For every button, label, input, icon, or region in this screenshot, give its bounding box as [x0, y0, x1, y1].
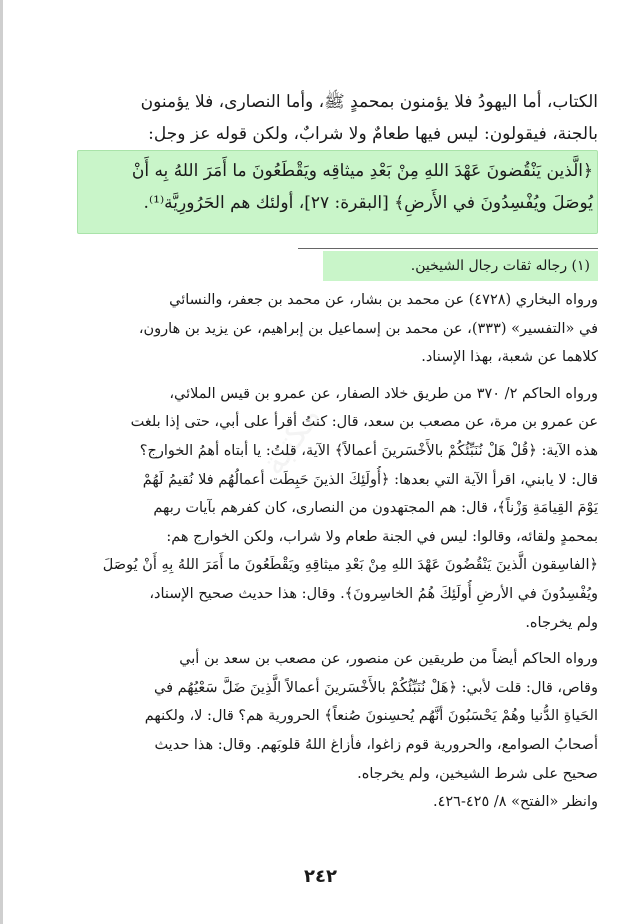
- highlighted-line-1: ﴿الَّذين يَنْقُضونَ عَهْدَ اللهِ مِنْ بَعْدِ ميثاقِه ويَقْطَعُونَ ما أَمَرَ اللهُ بِه أَنْ: [131, 161, 593, 181]
- notes-line: وانظر «الفتح» ٨/ ٤٢٥-٤٢٦.: [432, 794, 598, 811]
- notes-line: هذه الآية: ﴿قُلْ هَلْ نُنَبِّئُكُمْ بالأَخْسَرينَ أعمالاً﴾ الآية، قلتُ: يا أبتاه أهمُ الخوارج؟: [139, 442, 598, 459]
- highlighted-line-2: يُوصَلَ ويُفْسِدُونَ في الأَرضِ﴾ [البقرة: ٢٧]، أولئك هم الحَرُورِيَّة⁽¹⁾.: [143, 193, 593, 213]
- notes-line: ويُفْسِدُونَ في الأرضِ أُولَئِكَ هُمُ الخاسِرونَ﴾. وقال: هذا حديث صحيح الإسناد،: [149, 585, 598, 602]
- notes-line: في «التفسير» (٣٣٣)، عن محمد بن إسماعيل بن إبراهيم، عن يزيد بن هارون،: [138, 320, 598, 337]
- notes-line: يَوْمَ القِيامَةِ وَزْناً﴾، قال: هم المجتهدون من النصارى، كان كفرهم بآيات ربهم: [153, 500, 598, 517]
- notes-line: ولم يخرجاه.: [525, 614, 598, 631]
- body-line-2: بالجنة، فيقولون: ليس فيها طعامٌ ولا شرابٌ، ولكن قوله عز وجل:: [148, 124, 598, 144]
- body-line-1: الكتاب، أما اليهودُ فلا يؤمنون بمحمدٍ ﷺ، وأما النصارى، فلا يؤمنون: [140, 92, 598, 112]
- notes-line: ﴿الفاسِقون الَّذينَ يَنْقُضُونَ عَهْدَ اللهِ مِنْ بَعْدِ ميثاقِهِ ويَقْطَعُونَ ما أَمَرَ اللهُ بِهِ أَنْ يُوصَلَ: [102, 557, 598, 574]
- main-text: [75, 86, 598, 150]
- page-number: ٢٤٢: [304, 866, 337, 887]
- notes-line: كلاهما عن شعبة، بهذا الإسناد.: [421, 349, 598, 366]
- notes-line: وقاص، قال: قلت لأبي: ﴿هَلْ نُنَبِّئُكُمْ بالأَخْسَرينَ أعمالاً الَّذِينَ ضَلَّ سَعْيُهُم في: [154, 679, 598, 696]
- highlighted-passage: [77, 150, 598, 234]
- notes-line: ورواه البخاري (٤٧٢٨) عن محمد بن بشار، عن محمد بن جعفر، والنسائي: [169, 292, 598, 308]
- notes-line: قال: لا يابني، اقرأ الآية التي بعدها: ﴿أُولَئِكَ الذينَ حَبِطَت أعمالُهُم فلا نُقيمُ لَهُمْ: [142, 471, 598, 488]
- footnote-divider: [298, 248, 598, 249]
- notes-line: ورواه الحاكم ٢/ ٣٧٠ من طريق خلاد الصفار، عن عمرو بن قيس الملائي،: [169, 385, 598, 402]
- notes-line: الحَياةِ الدُّنيا وهُمْ يَحْسَبُونَ أنَّهُم يُحسِنونَ صُنعاً﴾ الحرورية هم؟ قال: لا، ولكنهم: [144, 708, 598, 725]
- footnote-notes: [75, 286, 598, 817]
- notes-line: صحيح على شرط الشيخين، ولم يخرجاه.: [357, 765, 598, 782]
- notes-line: أصحابُ الصوامع، والحرورية قوم زاغوا، فأزاغ اللهُ قلوبَهم. وقال: هذا حديث: [154, 736, 598, 753]
- notes-line: عن عمرو بن مرة، عن مصعب بن سعد، قال: كنتُ أقرأ على أبي، حتى إذا بلغت: [130, 414, 598, 431]
- footnote: (١) رجاله ثقات رجال الشيخين.: [323, 251, 598, 281]
- notes-line: ورواه الحاكم أيضاً من طريقين عن منصور، عن مصعب بن سعد بن أبي: [179, 651, 598, 668]
- notes-line: بمحمدٍ ولقائه، وقالوا: ليس في الجنة طعام ولا شراب، ولكن الخوارج هم:: [166, 528, 598, 545]
